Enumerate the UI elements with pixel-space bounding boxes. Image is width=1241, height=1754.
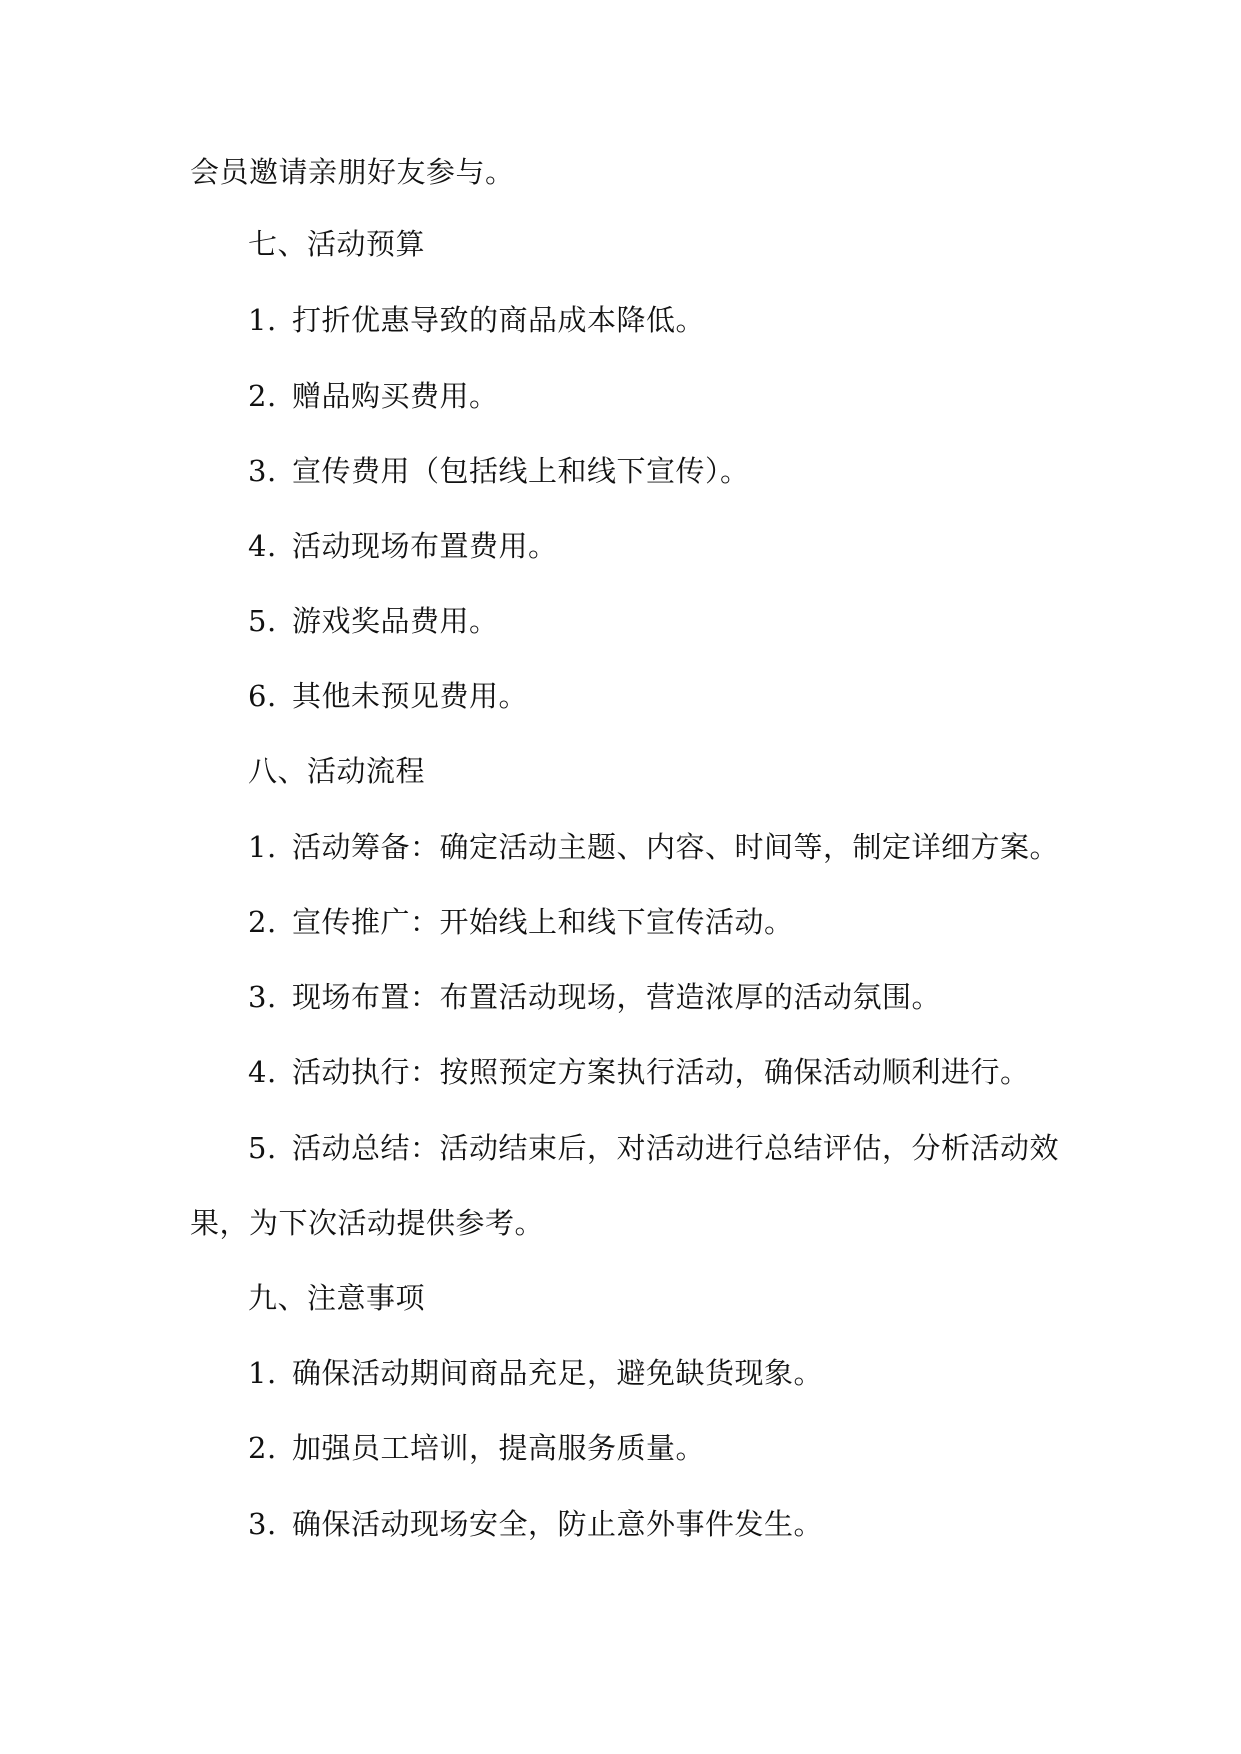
list-number: 4. <box>248 529 277 563</box>
list-item <box>248 1054 1030 1090</box>
section-heading-process <box>248 753 425 789</box>
heading-text: 七、活动预算 <box>248 227 426 261</box>
list-text: 活动总结：活动结束后，对活动进行总结评估，分析活动效 <box>292 1131 1060 1165</box>
list-number: 3. <box>248 980 277 1014</box>
heading-text: 九、注意事项 <box>248 1281 426 1315</box>
section-heading-budget <box>248 226 425 262</box>
list-text: 现场布置：布置活动现场，营造浓厚的活动氛围。 <box>292 980 942 1014</box>
list-text: 活动筹备：确定活动主题、内容、时间等，制定详细方案。 <box>292 830 1060 864</box>
list-text: 打折优惠导致的商品成本降低。 <box>292 303 706 337</box>
list-text: 游戏奖品费用。 <box>292 604 499 638</box>
heading-text: 八、活动流程 <box>248 754 426 788</box>
list-item <box>248 1355 823 1391</box>
list-number: 3. <box>248 454 277 488</box>
list-number: 5. <box>248 604 277 638</box>
list-number: 4. <box>248 1055 277 1089</box>
list-text: 其他未预见费用。 <box>292 679 529 713</box>
list-text: 确保活动期间商品充足，避免缺货现象。 <box>292 1356 824 1390</box>
list-number: 2. <box>248 905 277 939</box>
list-number: 5. <box>248 1131 277 1165</box>
list-text: 确保活动现场安全，防止意外事件发生。 <box>292 1507 824 1541</box>
list-text: 宣传推广：开始线上和线下宣传活动。 <box>292 905 794 939</box>
list-item <box>248 378 499 414</box>
list-item <box>248 528 558 564</box>
line-text: 会员邀请亲朋好友参与。 <box>190 155 515 189</box>
list-number: 1. <box>248 303 277 337</box>
list-number: 1. <box>248 1356 277 1390</box>
list-item <box>248 453 750 489</box>
list-number: 2. <box>248 379 277 413</box>
list-number: 6. <box>248 679 277 713</box>
list-item <box>248 1430 705 1466</box>
paragraph-continuation <box>190 1205 544 1241</box>
list-text: 宣传费用（包括线上和线下宣传）。 <box>292 454 750 488</box>
list-number: 3. <box>248 1507 277 1541</box>
paragraph-continuation <box>190 154 515 190</box>
list-item <box>248 1130 1059 1166</box>
line-text: 果，为下次活动提供参考。 <box>190 1206 545 1240</box>
list-item <box>248 829 1059 865</box>
list-text: 活动执行：按照预定方案执行活动，确保活动顺利进行。 <box>292 1055 1030 1089</box>
list-number: 1. <box>248 830 277 864</box>
list-text: 活动现场布置费用。 <box>292 529 558 563</box>
list-text: 赠品购买费用。 <box>292 379 499 413</box>
list-item <box>248 603 499 639</box>
list-item <box>248 678 528 714</box>
section-heading-notes <box>248 1280 425 1316</box>
list-number: 2. <box>248 1431 277 1465</box>
list-text: 加强员工培训，提高服务质量。 <box>292 1431 706 1465</box>
list-item <box>248 1506 823 1542</box>
list-item <box>248 904 794 940</box>
list-item <box>248 979 941 1015</box>
list-item <box>248 302 705 338</box>
